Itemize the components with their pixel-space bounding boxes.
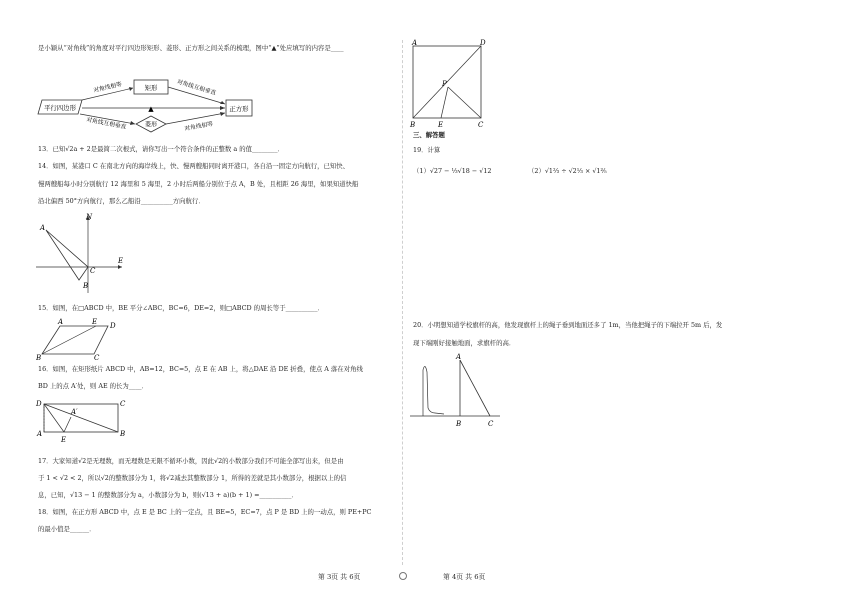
- fig16-label-A: A: [37, 430, 43, 438]
- fig15-label-A: A: [58, 318, 64, 326]
- fig14-label-N: N: [86, 213, 93, 221]
- fig18-label-P: P: [442, 80, 447, 88]
- fig18-label-B: B: [410, 121, 416, 129]
- figure-16-rectangle: [34, 396, 130, 444]
- footer-left-page-number: 第 3页 共 6页: [318, 573, 361, 581]
- figure-20-flagpole: [410, 350, 506, 430]
- figure-15-parallelogram: [36, 316, 126, 361]
- question-12-tail: 是小颖从“对角线”的角度对平行四边形矩形、菱形、正方形之间关系的梳理，图中“▲”处应填写的内容是____: [38, 44, 344, 52]
- flow-label-bottom-left: 对角线互相垂直: [85, 117, 127, 131]
- question-14-line-3: 沿北偏西 50°方向航行，那么乙船沿__________方向航行．: [38, 197, 205, 205]
- binding-circle-icon: [399, 572, 407, 580]
- flow-square: 正方形: [229, 105, 249, 113]
- fig16-label-D: D: [36, 400, 42, 408]
- question-19: 19．计算: [413, 146, 441, 154]
- fig16-label-C: C: [120, 400, 126, 408]
- question-20-line-1: 20．小明想知道学校旗杆的高，他发现旗杆上的绳子垂到地面还多了 1m，当他把绳子的下端拉开 5m 后，发: [413, 321, 723, 329]
- question-18-line-2: 的最小值是______．: [38, 525, 96, 533]
- question-13: 13．已知√2a + 2是最简二次根式，请你写出一个符合条件的正整数 a 的值________．: [38, 145, 284, 153]
- question-20-line-2: 现下端刚好接触地面，求旗杆的高．: [413, 339, 516, 347]
- question-19-part-1: （1）√27 − ⅓√18 − √12: [413, 167, 492, 175]
- fig20-label-C: C: [488, 420, 494, 428]
- figure-12-flowchart: [36, 72, 261, 140]
- flow-rhombus: 菱形: [144, 121, 158, 129]
- fig20-label-B: B: [456, 420, 462, 428]
- fig18-label-E: E: [438, 121, 444, 129]
- fig14-label-E: E: [118, 257, 124, 265]
- fig18-label-D: D: [480, 39, 486, 47]
- fig20-label-A: A: [456, 353, 462, 361]
- question-18-line-1: 18．如图，在正方形 ABCD 中，点 E 是 BC 上的一定点，且 BE=5，EC=7，点 P 是 BD 上的一动点，则 PE+PC: [38, 508, 372, 516]
- flow-parallelogram: 平行四边形: [44, 104, 76, 112]
- fig16-label-B: B: [120, 430, 126, 438]
- fig15-label-E: E: [92, 318, 98, 326]
- fig18-label-C: C: [478, 121, 484, 129]
- flow-label-top-right: 对角线互相垂直: [176, 79, 217, 97]
- question-14-line-1: 14．如图，某港口 C 在南北方向的海岸线上，快、慢两艘船同时离开港口，各自沿一固定方向航行，已知快、: [38, 162, 350, 170]
- figure-14-compass: [36, 210, 136, 295]
- footer-right-page-number: 第 4页 共 6页: [443, 573, 486, 581]
- flow-label-bottom-right: 对角线相等: [184, 121, 214, 133]
- column-divider: [402, 40, 403, 565]
- flow-rect: 矩形: [144, 84, 158, 92]
- question-17-line-2: 于 1 < √2 < 2，所以√2的整数部分为 1，将√2减去其整数部分 1，所得的差就是其小数部分，根据以上的信: [38, 474, 347, 482]
- section-title: 三、解答题: [413, 131, 445, 139]
- question-14-line-2: 慢两艘船每小时分别航行 12 海里和 5 海里，2 小时后两船分别位于点 A，B 处，且相距 26 海里，如果知道快船: [38, 180, 359, 188]
- question-16-line-1: 16．如图，在矩形纸片 ABCD 中，AB=12，BC=5，点 E 在 AB 上，将△DAE 沿 DE 折叠，使点 A 落在对角线: [38, 365, 363, 373]
- fig14-label-C: C: [90, 267, 96, 275]
- fig18-label-A: A: [412, 39, 418, 47]
- question-17-line-3: 息，已知，√13 − 1 的整数部分为 a，小数部分为 b，则(√13 + a)(b + 1) =__________．: [38, 491, 298, 499]
- fig16-label-E: E: [61, 436, 67, 444]
- fig14-label-B: B: [83, 282, 89, 290]
- figure-18-square: [408, 38, 490, 130]
- question-16-line-2: BD 上的点 A′处，则 AE 的长为____．: [38, 382, 148, 390]
- question-19-part-2: （2）√1⅔ ÷ √2⅓ × √1⅖: [528, 167, 607, 175]
- question-17-line-1: 17．大家知道√2是无理数，而无理数是无限不循环小数，因此√2的小数部分我们不可能全部写出来，但是由: [38, 457, 344, 465]
- fig15-label-D: D: [110, 322, 116, 330]
- flow-label-top-left: 对角线相等: [92, 81, 123, 95]
- fig15-label-C: C: [94, 354, 100, 361]
- fig16-label-A-prime: A′: [71, 408, 78, 416]
- flow-triangle-marker: ▲: [148, 105, 154, 113]
- question-15: 15．如图，在□ABCD 中，BE 平分∠ABC，BC=6，DE=2，则□ABCD 的周长等于__________．: [38, 304, 324, 312]
- fig15-label-B: B: [36, 354, 42, 361]
- fig14-label-A: A: [40, 224, 46, 232]
